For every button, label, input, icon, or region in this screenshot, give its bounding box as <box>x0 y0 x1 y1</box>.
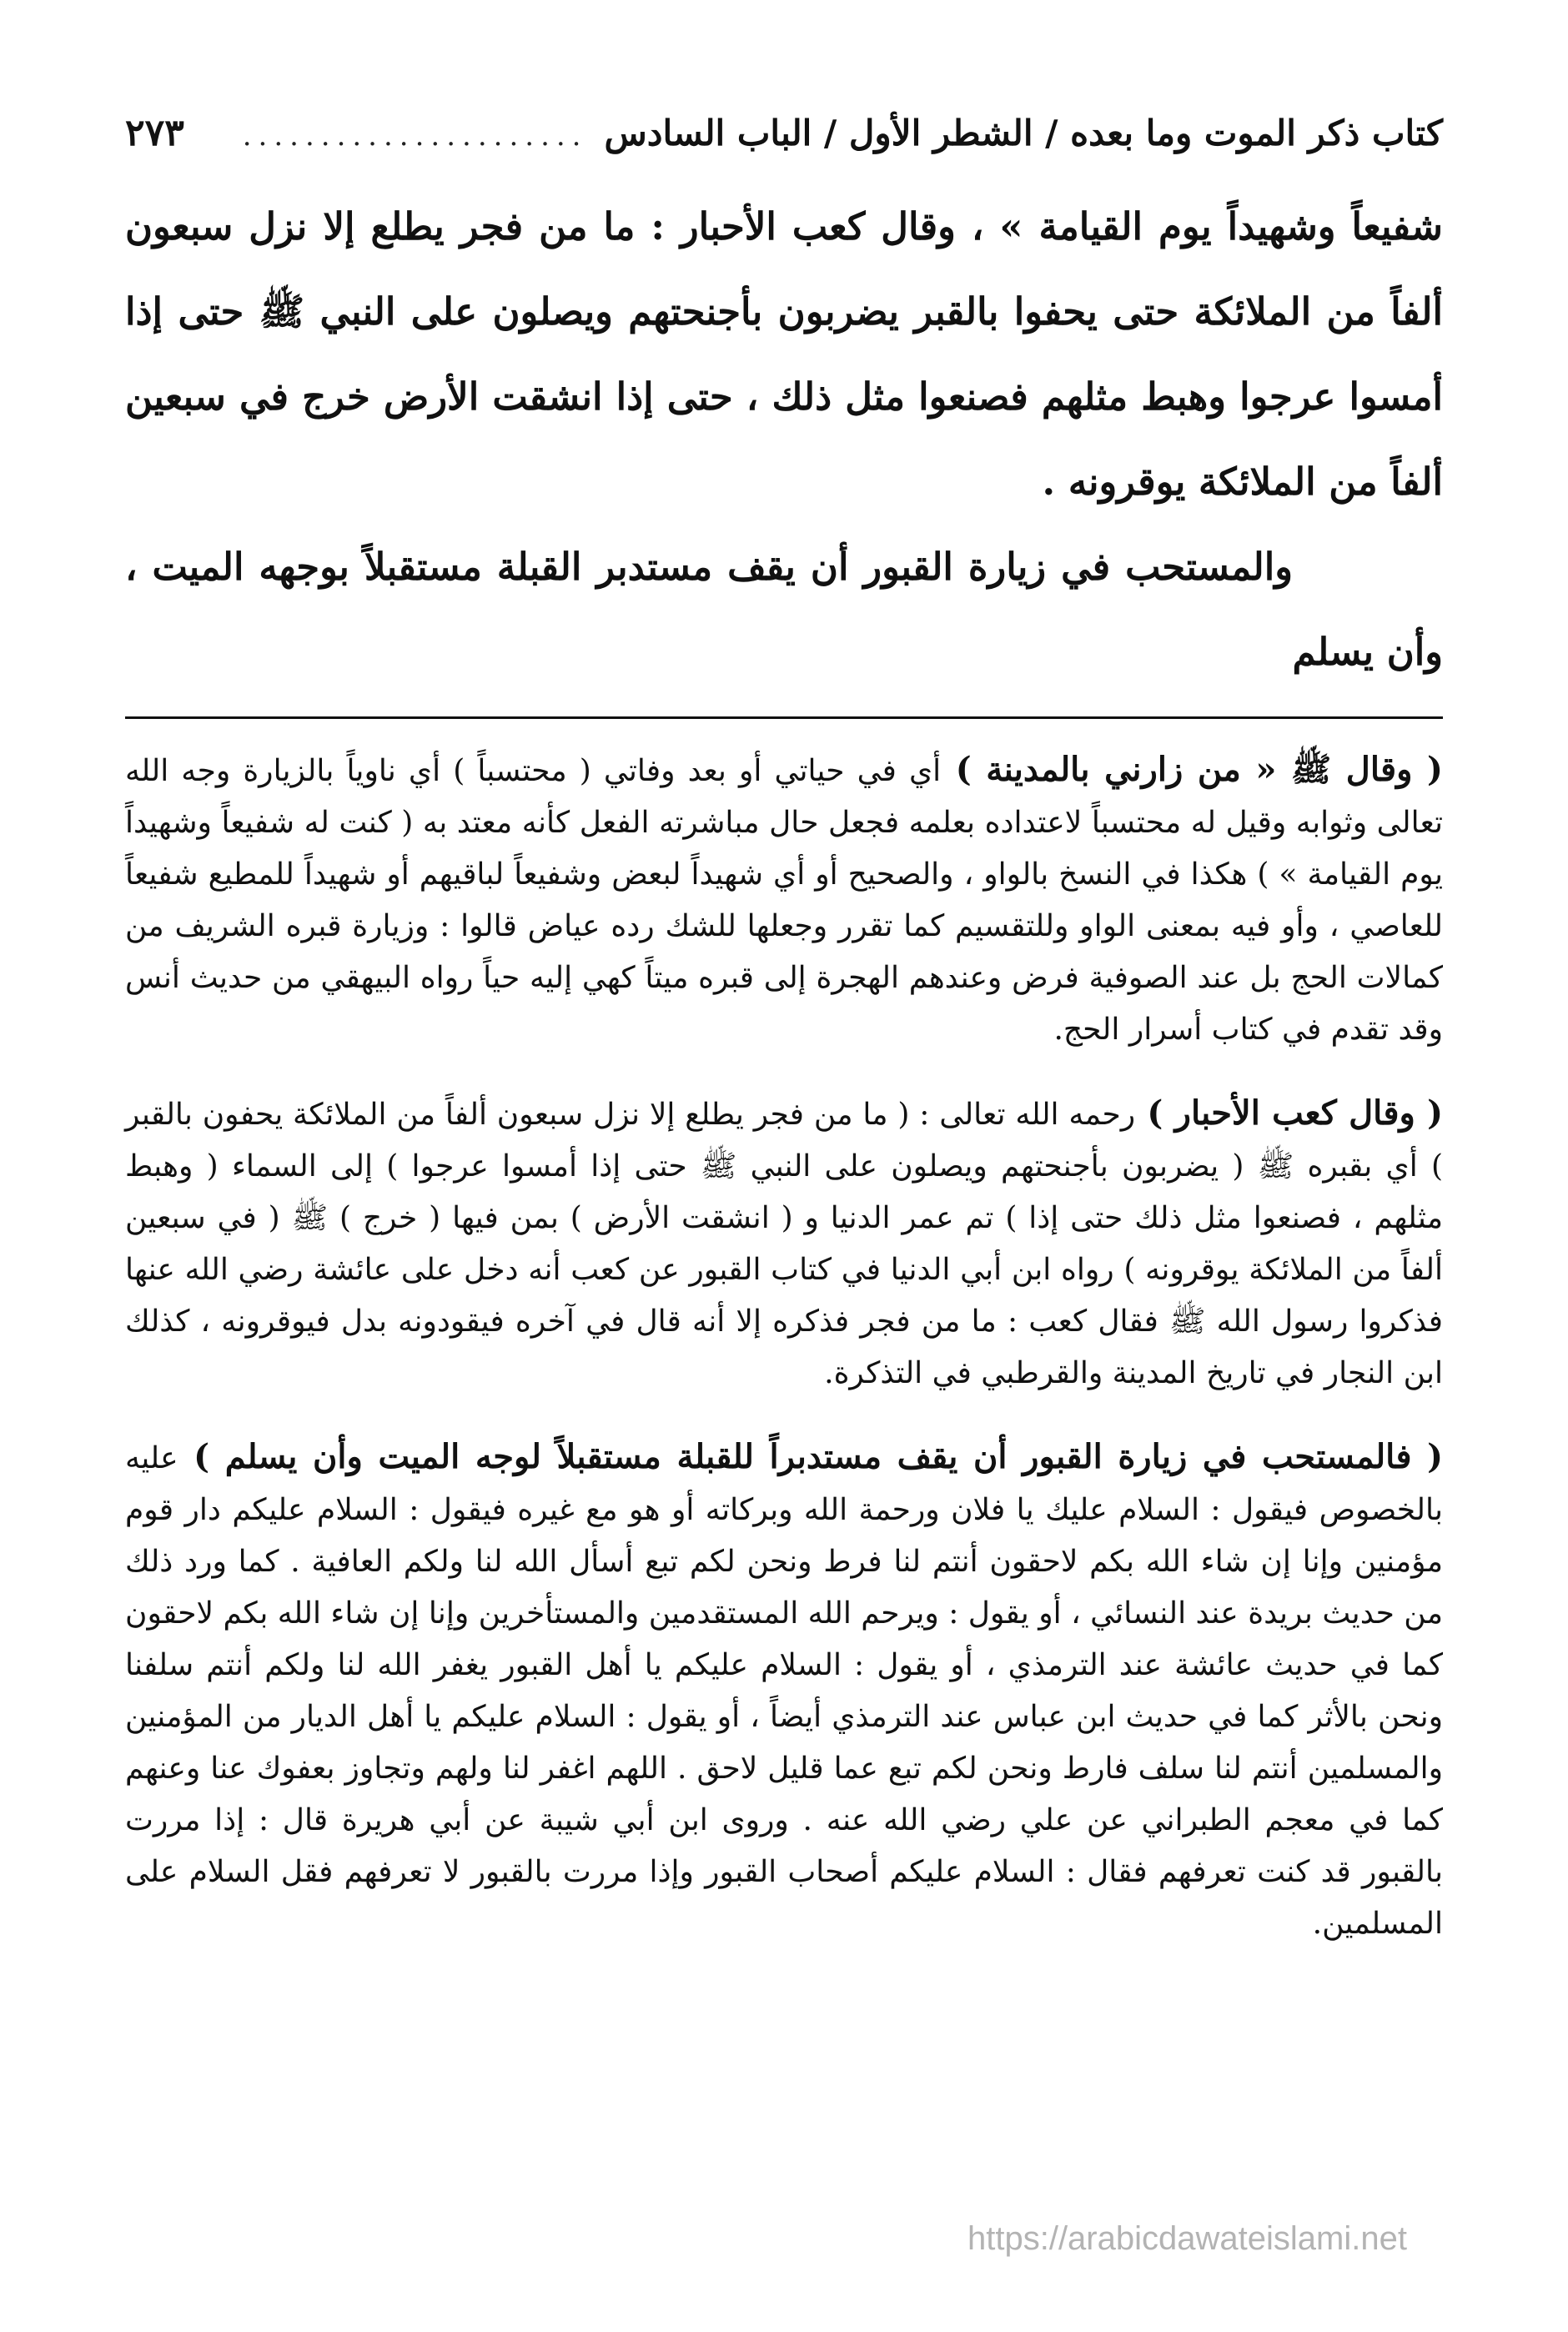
main-paragraph-1: شفيعاً وشهيداً يوم القيامة » ، وقال كعب الأحبار : ما من فجر يطلع إلا نزل سبعون ألفاً من الملائكة حتى يحفوا بالقبر يضربون بأجنحتهم ويصلون على النبي ﷺ حتى إذا أمسوا عرجوا وهبط مثلهم فصنعوا مثل ذلك ، حتى إذا انشقت الأرض خرج في سبعين ألفاً من الملائكة يوقرونه . <box>125 204 1443 504</box>
site-watermark: https://arabicdawateislami.net <box>967 2220 1407 2257</box>
commentary-lemma-2: ( وقال كعب الأحبار ) <box>1135 1093 1443 1133</box>
dot-leader: ...................... <box>242 119 588 153</box>
running-header-title: كتاب ذكر الموت وما بعده / الشطر الأول / الباب السادس <box>604 113 1443 153</box>
commentary-lemma-1: ( وقال ﷺ « من زارني بالمدينة ) <box>941 750 1443 789</box>
book-page <box>125 108 1443 1982</box>
commentary-text-3: عليه بالخصوص فيقول : السلام عليك يا فلان ورحمة الله وبركاته أو هو مع غيره فيقول : السلام عليكم دار قوم مؤمنين وإنا إن شاء الله بكم لاحقون أنتم لنا فرط ونحن لكم تبع أسأل الله لنا ولكم العافية . كما ورد ذلك من حديث بريدة عند النسائي ، أو يقول : ويرحم الله المستقدمين والمستأخرين وإنا إن شاء الله بكم لاحقون كما في حديث عائشة عند الترمذي ، أو يقول : السلام عليكم يا أهل القبور يغفر الله لنا ولكم أنتم سلفنا ونحن بالأثر كما في حديث ابن عباس عند الترمذي أيضاً ، أو يقول : السلام عليكم يا أهل الديار من المؤمنين والمسلمين أنتم لنا سلف فارط ونحن لكم تبع عما قليل لاحق . اللهم اغفر لنا ولهم وتجاوز بعفوك عنا وعنهم كما في معجم الطبراني عن علي رضي الله عنه . وروى ابن أبي شيبة عن أبي هريرة قال : إذا مررت بالقبور قد كنت تعرفهم فقال : السلام عليكم أصحاب القبور وإذا مررت بالقبور لا تعرفهم فقل السلام على المسلمين. <box>125 1441 1444 1941</box>
commentary-note-2 <box>125 1088 1443 1400</box>
commentary-note-3 <box>125 1431 1443 1950</box>
footnote-separator <box>125 716 1443 719</box>
commentary-text-2: رحمه الله تعالى : ( ما من فجر يطلع إلا نزل سبعون ألفاً من الملائكة يحفون بالقبر ) أي بقبره ﷺ ( يضربون بأجنحتهم ويصلون على النبي ﷺ حتى إذا أمسوا عرجوا ) إلى السماء ( وهبط مثلهم ، فصنعوا مثل ذلك حتى إذا ) تم عمر الدنيا و ( انشقت الأرض ) بمن فيها ( خرج ) ﷺ ( في سبعين ألفاً من الملائكة يوقرونه ) رواه ابن أبي الدنيا في كتاب القبور عن كعب أنه دخل على عائشة رضي الله عنها فذكروا رسول الله ﷺ فقال كعب : ما من فجر فذكره إلا أنه قال في آخره فيقودونه بدل فيوقرونه ، كذلك ابن النجار في تاريخ المدينة والقرطبي في التذكرة. <box>125 1098 1444 1390</box>
commentary-section <box>125 744 1443 1950</box>
page-number: ٢٧٣ <box>125 112 184 154</box>
commentary-note-1 <box>125 744 1443 1056</box>
running-header <box>125 108 1443 161</box>
main-paragraph-2: والمستحب في زيارة القبور أن يقف مستدبر القبلة مستقبلاً بوجهه الميت ، وأن يسلم <box>125 545 1443 674</box>
commentary-lemma-3: ( فالمستحب في زيارة القبور أن يقف مستدبراً للقبلة مستقبلاً لوجه الميت وأن يسلم ) <box>178 1437 1443 1476</box>
commentary-text-1: أي في حياتي أو بعد وفاتي ( محتسباً ) أي ناوياً بالزيارة وجه الله تعالى وثوابه وقيل له محتسباً لاعتداده بعلمه فجعل حال مباشرته الفعل كأنه معتد به ( كنت له شفيعاً وشهيداً يوم القيامة » ) هكذا في النسخ بالواو ، والصحيح أو أي شهيداً لبعض وشفيعاً لباقيهم أو شهيداً للمطيع شفيعاً للعاصي ، وأو فيه بمعنى الواو وللتقسيم كما تقرر وجعلها للشك رده عياض قالوا : وزيارة قبره الشريف من كمالات الحج بل عند الصوفية فرض وعندهم الهجرة إلى قبره ميتاً كهي إليه حياً رواه البيهقي من حديث أنس وقد تقدم في كتاب أسرار الحج. <box>125 754 1443 1047</box>
main-text <box>125 184 1443 695</box>
